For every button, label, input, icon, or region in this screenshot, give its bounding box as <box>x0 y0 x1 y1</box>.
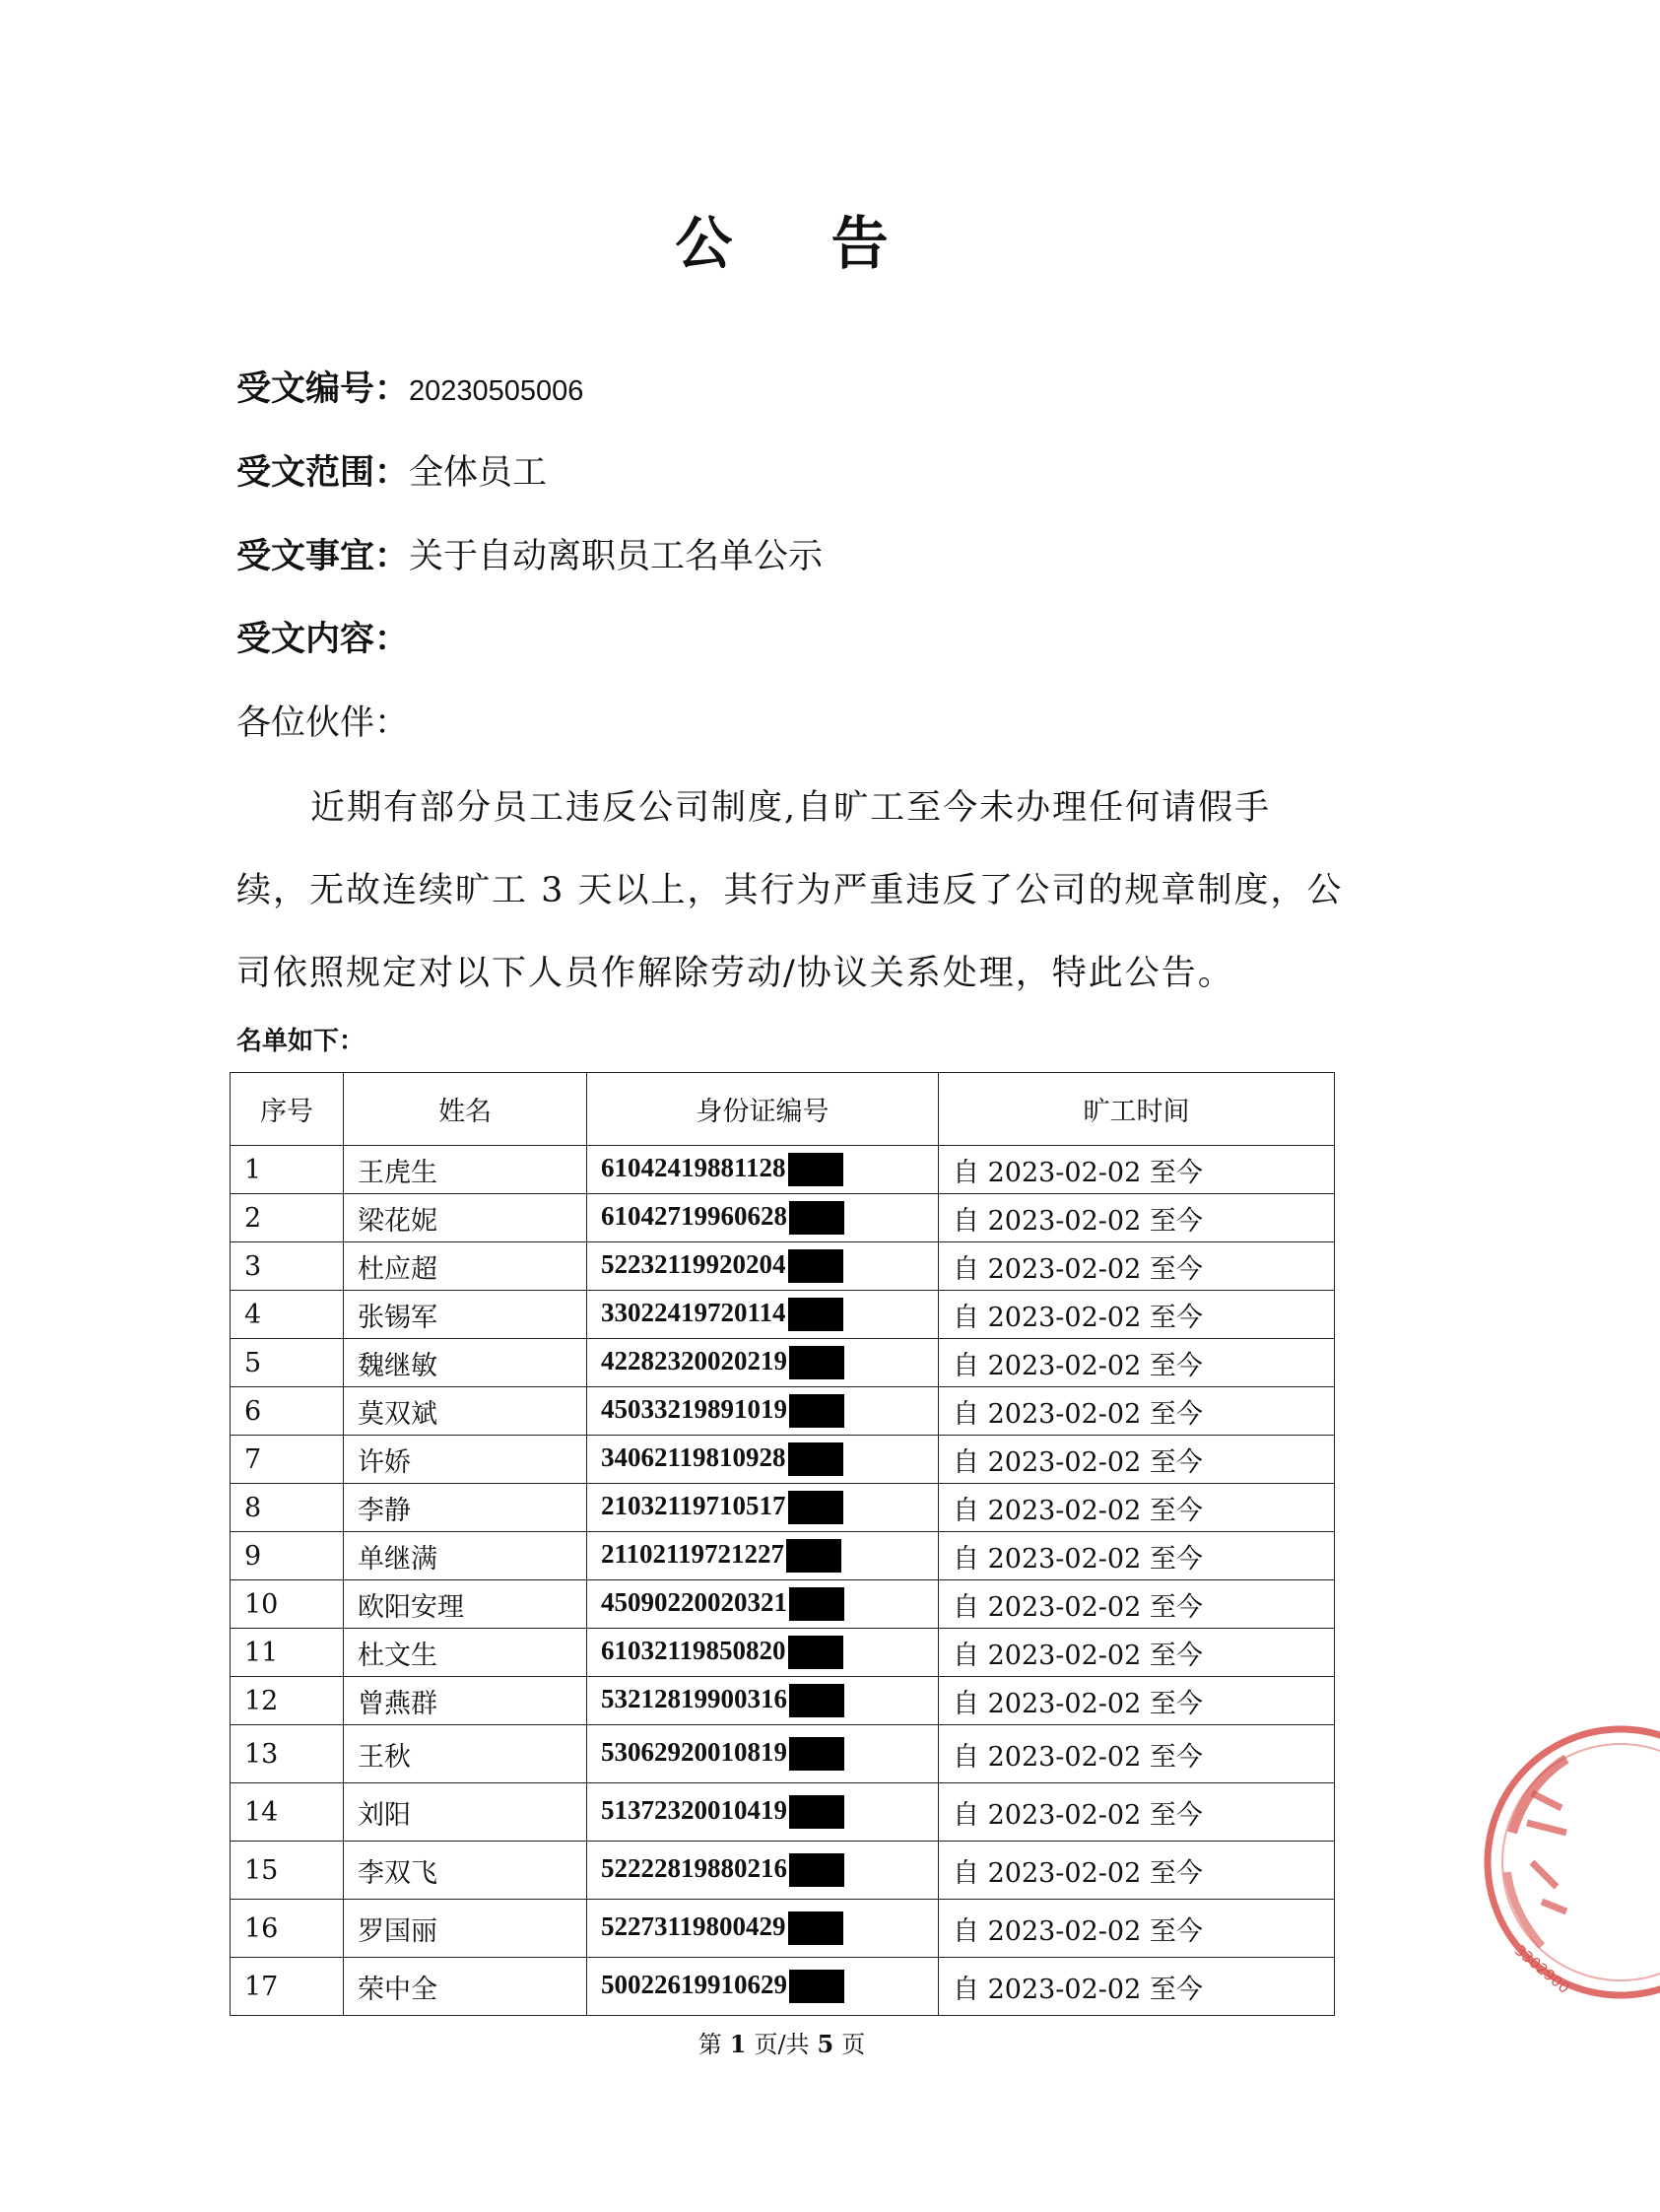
cell-name: 莫双斌 <box>344 1387 587 1436</box>
id-digits: 42282320020219 <box>601 1345 787 1375</box>
cell-id <box>587 1629 939 1677</box>
header-time: 旷工时间 <box>939 1073 1335 1146</box>
table-row <box>231 1291 1335 1339</box>
footer-page: 1 <box>729 2030 747 2058</box>
document-title: 公 告 <box>675 210 928 277</box>
id-digits: 52222819880216 <box>601 1852 787 1883</box>
table-row <box>231 1194 1335 1242</box>
cell-name: 梁花妮 <box>344 1194 587 1242</box>
cell-name: 李双飞 <box>344 1842 587 1900</box>
redaction-block <box>789 1970 844 2003</box>
cell-no: 6 <box>231 1387 344 1436</box>
cell-name: 欧阳安理 <box>344 1580 587 1629</box>
cell-time: 自 2023-02-02 至今 <box>939 1194 1335 1242</box>
cell-name: 王虎生 <box>344 1146 587 1194</box>
table-row <box>231 1580 1335 1629</box>
cell-time: 自 2023-02-02 至今 <box>939 1677 1335 1725</box>
cell-id <box>587 1842 939 1900</box>
cell-time: 自 2023-02-02 至今 <box>939 1291 1335 1339</box>
redaction-block <box>789 1684 844 1717</box>
cell-time: 自 2023-02-02 至今 <box>939 1629 1335 1677</box>
cell-name: 荣中全 <box>344 1958 587 2016</box>
cell-time: 自 2023-02-02 至今 <box>939 1339 1335 1387</box>
redaction-block <box>789 1737 844 1771</box>
redaction-block <box>788 1442 843 1476</box>
paragraph-line: 司依照规定对以下人员作解除劳动/协议关系处理，特此公告。 <box>236 954 1234 993</box>
field-value: 全体员工 <box>409 453 548 493</box>
footer-prefix: 第 <box>697 2031 722 2058</box>
cell-id <box>587 1532 939 1580</box>
cell-time: 自 2023-02-02 至今 <box>939 1532 1335 1580</box>
redaction-block <box>789 1587 844 1621</box>
table-row <box>231 1339 1335 1387</box>
redaction-block <box>789 1346 844 1379</box>
cell-time: 自 2023-02-02 至今 <box>939 1484 1335 1532</box>
field-label: 受文内容： <box>236 620 410 659</box>
table-body <box>231 1146 1335 2016</box>
table-row <box>231 1146 1335 1194</box>
redaction-block <box>788 1636 843 1669</box>
cell-name: 王秋 <box>344 1725 587 1783</box>
id-digits: 21102119721227 <box>601 1538 785 1569</box>
redaction-block <box>789 1394 844 1428</box>
page-footer <box>0 2025 1563 2059</box>
field-label: 受文事宜： <box>236 537 410 576</box>
cell-no: 17 <box>231 1958 344 2016</box>
cell-time: 自 2023-02-02 至今 <box>939 1387 1335 1436</box>
cell-no: 5 <box>231 1339 344 1387</box>
cell-id <box>587 1958 939 2016</box>
cell-no: 14 <box>231 1783 344 1842</box>
redaction-block <box>789 1853 844 1887</box>
greeting: 各位伙伴： <box>236 704 410 743</box>
cell-id <box>587 1783 939 1842</box>
cell-time: 自 2023-02-02 至今 <box>939 1146 1335 1194</box>
footer-total: 5 <box>817 2030 834 2058</box>
cell-name: 曾燕群 <box>344 1677 587 1725</box>
cell-id <box>587 1484 939 1532</box>
header-no: 序号 <box>231 1073 344 1146</box>
paragraph-line: 续，无故连续旷工 3 天以上，其行为严重违反了公司的规章制度，公 <box>236 871 1344 910</box>
paragraph-line: 近期有部分员工违反公司制度,自旷工至今未办理任何请假手 <box>310 788 1272 828</box>
id-digits: 21032119710517 <box>601 1490 786 1520</box>
cell-name: 魏继敏 <box>344 1339 587 1387</box>
id-digits: 52273119800429 <box>601 1910 786 1941</box>
cell-id <box>587 1194 939 1242</box>
cell-no: 16 <box>231 1900 344 1958</box>
table-row <box>231 1900 1335 1958</box>
list-heading: 名单如下： <box>236 1027 365 1056</box>
field-value: 关于自动离职员工名单公示 <box>409 537 824 576</box>
cell-time: 自 2023-02-02 至今 <box>939 1725 1335 1783</box>
redaction-block <box>788 1153 843 1186</box>
company-seal-icon <box>1473 1714 1660 2010</box>
table-row <box>231 1958 1335 2016</box>
cell-no: 11 <box>231 1629 344 1677</box>
id-digits: 61032119850820 <box>601 1635 786 1665</box>
id-digits: 50022619910629 <box>601 1969 787 1999</box>
cell-time: 自 2023-02-02 至今 <box>939 1900 1335 1958</box>
cell-name: 罗国丽 <box>344 1900 587 1958</box>
header-name: 姓名 <box>344 1073 587 1146</box>
cell-id <box>587 1580 939 1629</box>
cell-time: 自 2023-02-02 至今 <box>939 1242 1335 1291</box>
id-digits: 61042419881128 <box>601 1152 786 1182</box>
table-row <box>231 1387 1335 1436</box>
cell-no: 1 <box>231 1146 344 1194</box>
id-digits: 33022419720114 <box>601 1297 786 1327</box>
id-digits: 45033219891019 <box>601 1393 787 1424</box>
id-digits: 51372320010419 <box>601 1794 787 1825</box>
cell-name: 李静 <box>344 1484 587 1532</box>
id-digits: 52232119920204 <box>601 1248 786 1279</box>
table-row <box>231 1783 1335 1842</box>
cell-no: 8 <box>231 1484 344 1532</box>
id-digits: 53212819900316 <box>601 1683 787 1713</box>
table-row <box>231 1725 1335 1783</box>
redaction-block <box>788 1249 843 1283</box>
table-row <box>231 1629 1335 1677</box>
table-row <box>231 1484 1335 1532</box>
redaction-block <box>789 1795 844 1829</box>
id-digits: 53062920010819 <box>601 1736 787 1767</box>
cell-name: 许娇 <box>344 1436 587 1484</box>
redaction-block <box>788 1298 843 1331</box>
header-id: 身份证编号 <box>587 1073 939 1146</box>
redaction-block <box>788 1911 843 1945</box>
redaction-block <box>789 1201 844 1235</box>
cell-name: 刘阳 <box>344 1783 587 1842</box>
field-scope <box>236 448 547 498</box>
cell-id <box>587 1339 939 1387</box>
cell-id <box>587 1900 939 1958</box>
id-digits: 34062119810928 <box>601 1441 786 1472</box>
cell-no: 12 <box>231 1677 344 1725</box>
cell-time: 自 2023-02-02 至今 <box>939 1958 1335 2016</box>
cell-no: 10 <box>231 1580 344 1629</box>
cell-time: 自 2023-02-02 至今 <box>939 1783 1335 1842</box>
cell-name: 单继满 <box>344 1532 587 1580</box>
table-header-row <box>231 1073 1335 1146</box>
field-label: 受文编号： <box>236 369 410 409</box>
cell-no: 7 <box>231 1436 344 1484</box>
field-doc-number <box>236 365 583 416</box>
table-row <box>231 1842 1335 1900</box>
field-subject <box>236 532 823 581</box>
table-row <box>231 1242 1335 1291</box>
footer-middle: 页/共 <box>754 2031 810 2058</box>
table-row <box>231 1436 1335 1484</box>
cell-name: 张锡军 <box>344 1291 587 1339</box>
seal-text: 3302900 <box>1510 1941 1573 1997</box>
table-row <box>231 1677 1335 1725</box>
cell-no: 4 <box>231 1291 344 1339</box>
cell-no: 15 <box>231 1842 344 1900</box>
cell-time: 自 2023-02-02 至今 <box>939 1436 1335 1484</box>
cell-id <box>587 1291 939 1339</box>
table-row <box>231 1532 1335 1580</box>
absentee-table <box>230 1072 1335 2016</box>
cell-no: 3 <box>231 1242 344 1291</box>
cell-id <box>587 1146 939 1194</box>
cell-no: 9 <box>231 1532 344 1580</box>
footer-suffix: 页 <box>841 2031 866 2058</box>
id-digits: 45090220020321 <box>601 1586 787 1617</box>
redaction-block <box>786 1539 841 1573</box>
field-content <box>236 615 409 664</box>
cell-id <box>587 1387 939 1436</box>
cell-id <box>587 1436 939 1484</box>
field-value: 20230505006 <box>409 375 584 407</box>
cell-id <box>587 1677 939 1725</box>
cell-id <box>587 1725 939 1783</box>
cell-name: 杜文生 <box>344 1629 587 1677</box>
cell-time: 自 2023-02-02 至今 <box>939 1580 1335 1629</box>
id-digits: 61042719960628 <box>601 1200 787 1231</box>
field-label: 受文范围： <box>236 453 410 493</box>
cell-id <box>587 1242 939 1291</box>
cell-no: 2 <box>231 1194 344 1242</box>
cell-name: 杜应超 <box>344 1242 587 1291</box>
cell-no: 13 <box>231 1725 344 1783</box>
cell-time: 自 2023-02-02 至今 <box>939 1842 1335 1900</box>
redaction-block <box>788 1491 843 1524</box>
